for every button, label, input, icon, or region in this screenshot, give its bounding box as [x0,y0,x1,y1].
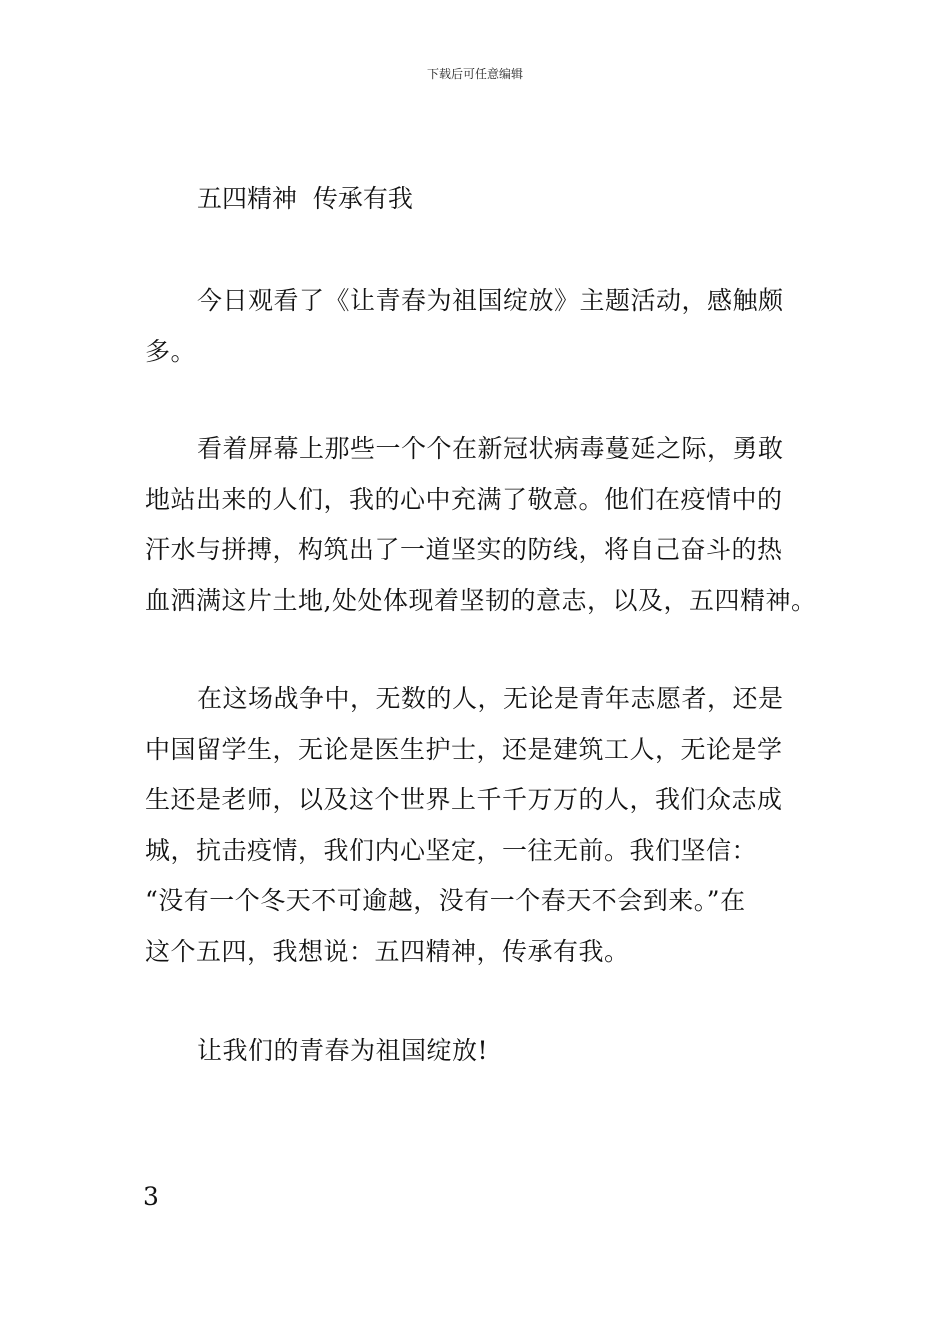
document-title: 五四精神 传承有我 [197,184,413,213]
paragraph-4 [145,1026,811,1077]
paragraph-line: 中国留学生，无论是医生护士，还是建筑工人，无论是学 [145,734,783,764]
paragraph-line: 这个五四，我想说：五四精神，传承有我。 [145,936,630,966]
paragraph-line: 在这场战争中，无数的人，无论是青年志愿者，还是 [197,684,784,713]
paragraph-line: 多。 [145,336,197,366]
page-number: 3 [143,1182,159,1211]
paragraph-line: 让我们的青春为祖国绽放! [197,1036,489,1065]
paragraph-line: 地站出来的人们，我的心中充满了敬意。他们在疫情中的 [145,484,783,514]
paragraph-line: 今日观看了《让青春为祖国绽放》主题活动，感触颇 [197,286,784,315]
paragraph-line: 城，抗击疫情，我们内心坚定，一往无前。我们坚信： [145,835,758,865]
paragraph-3 [145,674,811,977]
paragraph-line: 生还是老师，以及这个世界上千千万万的人，我们众志成 [145,785,783,814]
header-note: 下载后可任意编辑 [426,67,523,81]
paragraph-line: 血洒满这片土地,处处体现着坚韧的意志，以及，五四精神。 [145,585,817,615]
paragraph-line: “没有一个冬天不可逾越，没有一个春天不会到来。”在 [145,886,746,915]
paragraph-1 [145,276,811,377]
paragraph-line: 看着屏幕上那些一个个在新冠状病毒蔓延之际，勇敢 [197,434,784,463]
paragraph-line: 汗水与拼搏，构筑出了一道坚实的防线，将自己奋斗的热 [145,535,783,564]
paragraph-2 [145,424,817,626]
